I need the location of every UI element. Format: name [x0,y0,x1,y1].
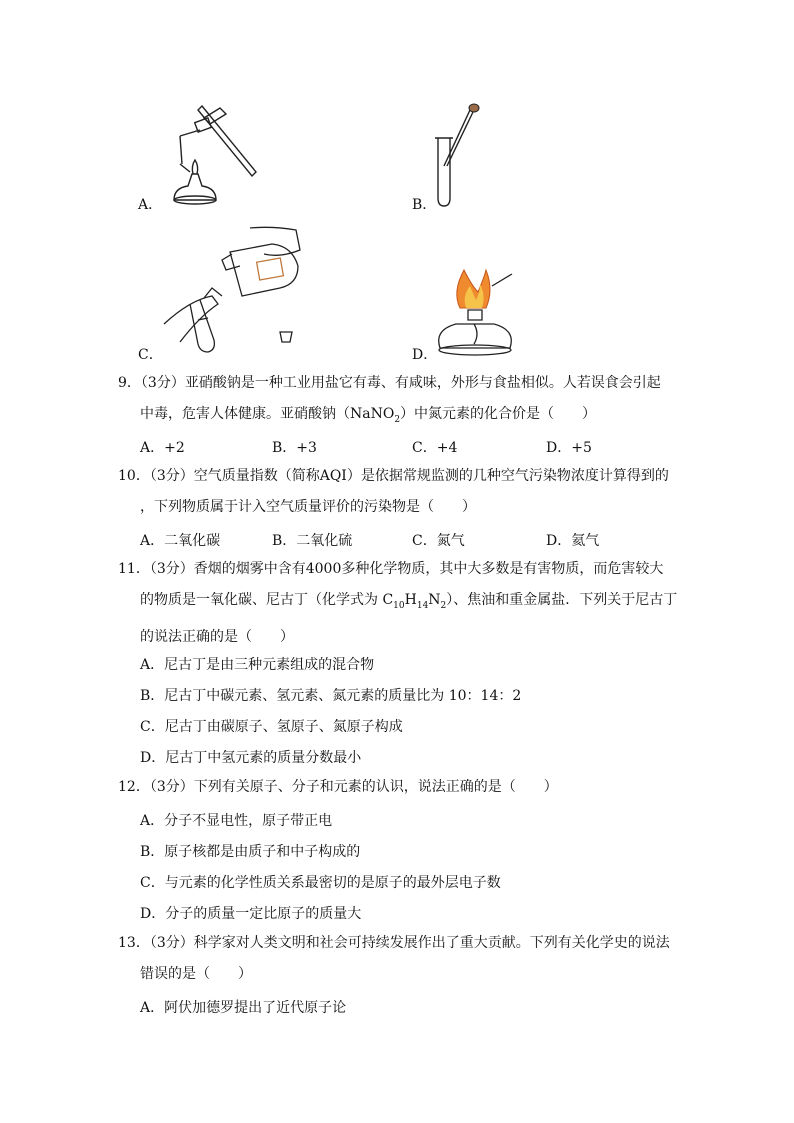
question-9-line2: 中毒，危害人体健康。亚硝酸钠（NaNO$_2$）中氮元素的化合价是（ ） [140,406,597,425]
q12-option-c[interactable]: C．与元素的化学性质关系最密切的是原子的最外层电子数 [140,875,501,891]
q12-option-b[interactable]: B．原子核都是由质子和中子构成的 [140,844,361,860]
question-11 [118,554,678,653]
q10-option-a[interactable]: A．二氧化碳 [140,533,221,549]
q9-option-c[interactable]: C．+4 [412,440,458,456]
q10-option-d[interactable]: D．氦气 [546,533,600,549]
question-10-line2: ，下列物质属于计入空气质量评价的污染物是（ ） [140,499,476,515]
q12-option-a[interactable]: A．分子不显电性，原子带正电 [140,813,333,829]
question-12-line1: 12．（3分）下列有关原子、分子和元素的认识，说法正确的是（ ） [118,779,558,795]
q11-option-d[interactable]: D．尼古丁中氢元素的质量分数最小 [140,750,362,766]
q9-option-b[interactable]: B．+3 [272,440,317,456]
q11-option-c[interactable]: C．尼古丁由碳原子、氢原子、氮原子构成 [140,719,403,735]
question-11-line2: 的物质是一氧化碳、尼古丁（化学式为 $C_{10}H_{14}N_2$）、焦油和重金属盐．下列关于尼古丁 [140,592,678,611]
q12-option-d[interactable]: D．分子的质量一定比原子的质量大 [140,906,362,922]
question-9 [118,368,678,436]
question-13 [118,928,678,990]
figure-d-alcohol-lamp [430,264,530,360]
q11-option-a[interactable]: A．尼古丁是由三种元素组成的混合物 [140,657,375,673]
q9-option-a[interactable]: A．+2 [140,440,185,456]
q10-option-c[interactable]: C．氮气 [412,533,465,549]
q9-option-d[interactable]: D．+5 [546,440,592,456]
figure-b-dropper-tube [430,102,490,210]
figure-c-label: C． [138,347,163,363]
question-9-line1: 9．（3分）亚硝酸钠是一种工业用盐它有毒、有咸味，外形与食盐相似。人若误食会引起 [118,375,661,391]
question-13-line2: 错误的是（ ） [140,966,252,982]
question-13-line1: 13．（3分）科学家对人类文明和社会可持续发展作出了重大贡献。下列有关化学史的说法 [118,935,670,951]
figure-a-label: A． [138,197,163,213]
figure-c-pouring-liquid [160,224,310,358]
figure-a-heating-apparatus [160,100,270,210]
figure-b-label: B． [412,197,437,213]
question-11-line1: 11．（3分）香烟的烟雾中含有4000多种化学物质，其中大多数是有害物质，而危害较大 [118,561,664,577]
question-10-line1: 10．（3分）空气质量指数（简称AQI）是依据常规监测的几种空气污染物浓度计算得到的 [118,468,669,484]
question-11-line3: 的说法正确的是（ ） [140,628,294,645]
q11-option-b[interactable]: B．尼古丁中碳元素、氢元素、氮元素的质量比为 10：14：2 [140,688,522,704]
question-10 [118,461,678,523]
q13-option-a[interactable]: A．阿伏加德罗提出了近代原子论 [140,1000,347,1016]
figure-d-label: D． [412,347,438,363]
question-12 [118,772,678,803]
q10-option-b[interactable]: B．二氧化硫 [272,533,353,549]
